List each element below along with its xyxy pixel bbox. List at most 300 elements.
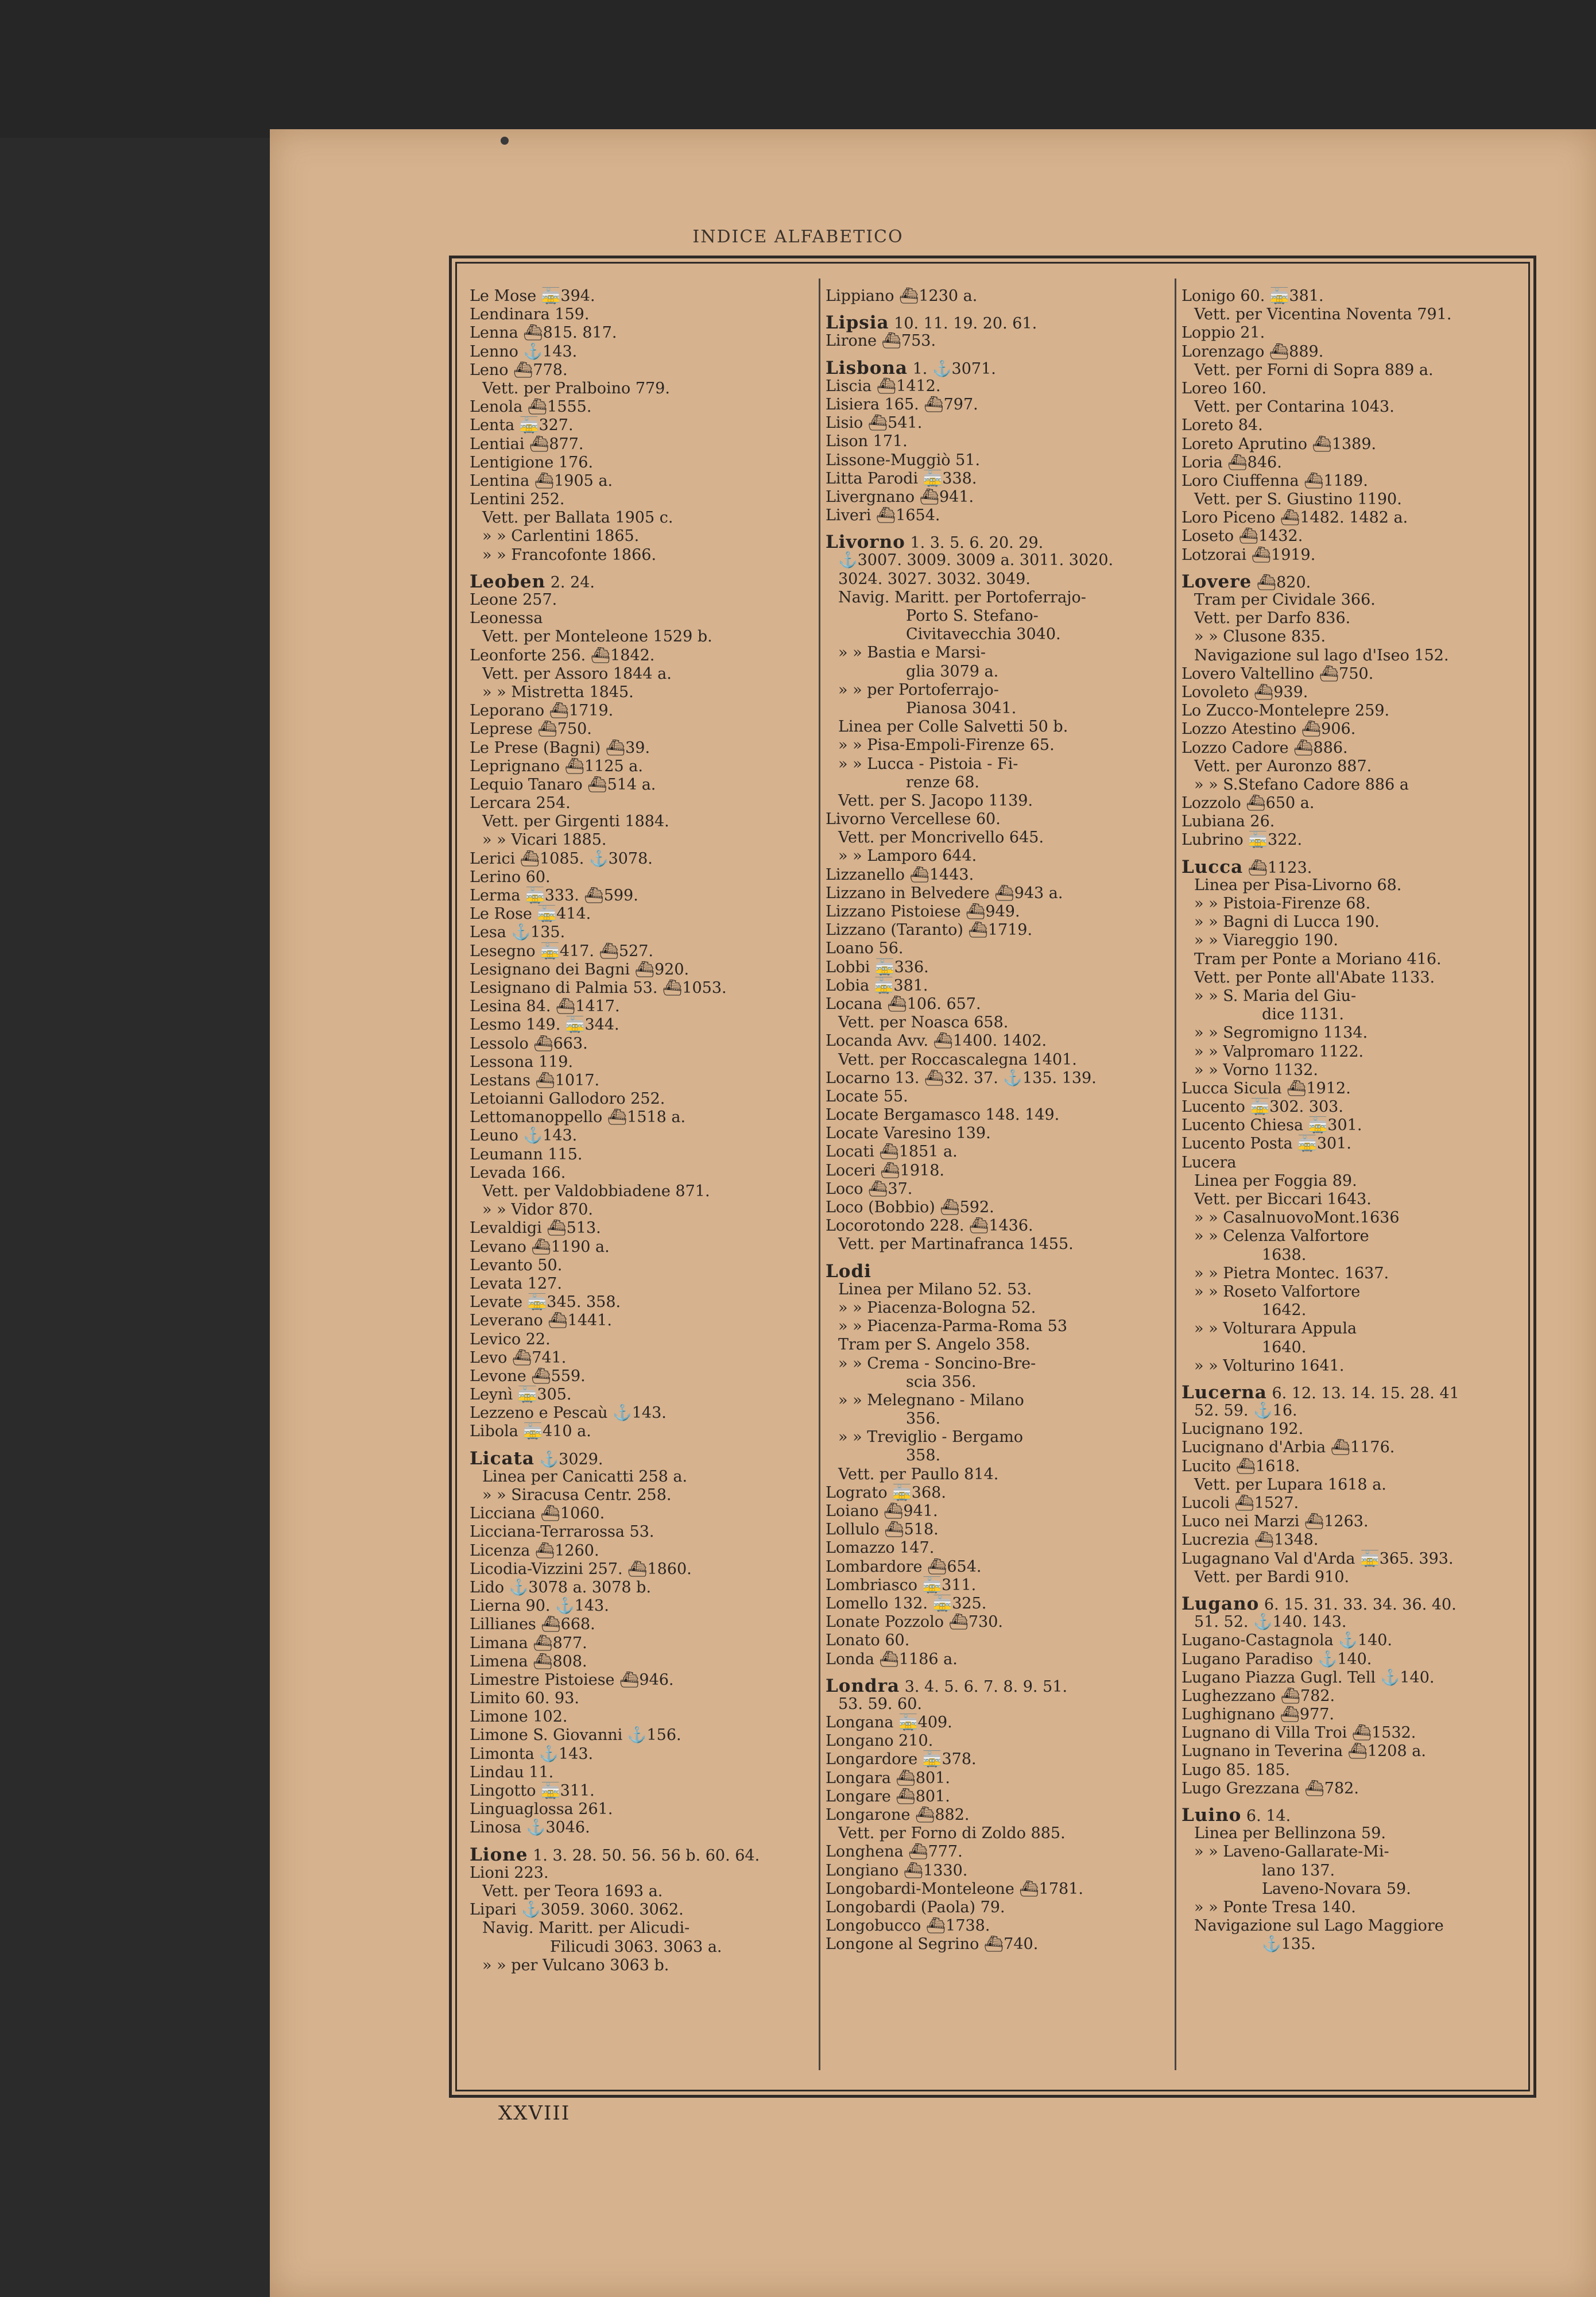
index-entry: Loro Ciuffenna ⛴1189. [1181, 471, 1368, 490]
index-entry: Longiano ⛴1330. [826, 1861, 968, 1880]
index-entry: Locarno 13. ⛴32. 37. ⚓135. 139. [826, 1069, 1097, 1087]
index-entry: Vett. per Assoro 1844 a. [482, 664, 672, 683]
index-heading-entry [470, 1449, 808, 1468]
index-entry: Lograto 🚋368. [826, 1483, 946, 1502]
index-heading-name: Licata [470, 1448, 534, 1469]
index-entry: Lesa ⚓135. [470, 923, 565, 942]
index-entry: » » Clusone 835. [1194, 628, 1326, 646]
index-entry: renze 68. [906, 773, 979, 791]
index-entry: » » Volturara Appula [1194, 1320, 1357, 1338]
index-entry: glia 3079 a. [906, 662, 999, 680]
index-entry: Lesmo 149. 🚋344. [470, 1016, 619, 1034]
index-entry: Levada 166. [470, 1163, 566, 1182]
index-entry: » » Valpromaro 1122. [1194, 1042, 1364, 1061]
index-entry: Vett. per S. Giustino 1190. [1194, 490, 1402, 509]
index-entry: Locorotondo 228. ⛴1436. [826, 1217, 1033, 1235]
index-entry: Loreto 84. [1181, 416, 1263, 435]
index-entry: Lingotto 🚋311. [470, 1782, 595, 1800]
index-entry: Loco ⛴37. [826, 1180, 913, 1198]
index-entry: Locana ⛴106. 657. [826, 995, 981, 1013]
index-entry: Lentiai ⛴877. [470, 435, 584, 453]
index-entry: Lonate Pozzolo ⛴730. [826, 1613, 1003, 1631]
index-entry: Lirone ⛴753. [826, 332, 936, 350]
index-entry: Lo Zucco-Montelepre 259. [1181, 702, 1390, 720]
index-entry: Loseto ⛴1432. [1181, 527, 1303, 546]
index-heading-name: Lucca [1181, 856, 1244, 877]
index-entry: Filicudi 3063. 3063 a. [550, 1938, 722, 1956]
index-entry: Navigazione sul Lago Maggiore [1194, 1917, 1444, 1935]
index-entry: » » S. Maria del Giu- [1194, 987, 1357, 1005]
index-entry: Longardore 🚋378. [826, 1750, 977, 1769]
index-heading-name: Lione [470, 1844, 528, 1865]
index-entry: Lucoli ⛴1527. [1181, 1494, 1299, 1512]
index-entry: Locanda Avv. ⛴1400. 1402. [826, 1032, 1047, 1050]
index-entry: Lobia 🚋381. [826, 976, 928, 995]
index-entry: Lizzano Pistoiese ⛴949. [826, 903, 1020, 921]
index-entry: Vett. per Martinafranca 1455. [838, 1235, 1074, 1254]
index-entry: scia 356. [906, 1372, 977, 1391]
index-entry: Licciana ⛴1060. [470, 1505, 605, 1523]
index-entry: Limestre Pistoiese ⛴946. [470, 1670, 674, 1689]
index-entry: Levata 127. [470, 1274, 562, 1293]
index-entry: Licodia-Vizzini 257. ⛴1860. [470, 1560, 692, 1578]
index-entry: Vett. per Forni di Sopra 889 a. [1194, 361, 1434, 379]
scan-background [0, 0, 1596, 138]
index-entry: Lucrezia ⛴1348. [1181, 1531, 1319, 1549]
index-entry: Livorno Vercellese 60. [826, 810, 1001, 829]
index-entry: Longarone ⛴882. [826, 1806, 970, 1824]
index-entry: Lugano Paradiso ⚓140. [1181, 1650, 1372, 1668]
index-entry: Linguaglossa 261. [470, 1800, 613, 1819]
page-header: INDICE ALFABETICO [692, 227, 904, 247]
index-heading-name: Lipsia [826, 312, 889, 334]
index-entry: Lucento Posta 🚋301. [1181, 1135, 1351, 1153]
index-entry: Locate Bergamasco 148. 149. [826, 1106, 1060, 1124]
index-entry: Laveno-Novara 59. [1262, 1880, 1411, 1898]
index-entry: Lerma 🚋333. ⛴599. [470, 887, 638, 904]
index-entry: Tram per Cividale 366. [1194, 591, 1376, 609]
index-heading-name: Lisbona [826, 357, 908, 378]
index-entry: » » Bagni di Lucca 190. [1194, 913, 1380, 931]
index-entry: Leumann 115. [470, 1145, 583, 1163]
index-entry: Luco nei Marzi ⛴1263. [1181, 1513, 1369, 1531]
index-entry: » » Melegnano - Milano [838, 1391, 1024, 1409]
index-entry: » » Treviglio - Bergamo [838, 1428, 1024, 1447]
index-entry: Le Prese (Bagni) ⛴39. [470, 738, 650, 757]
index-entry: Leverano ⛴1441. [470, 1312, 612, 1330]
index-entry: 356. [906, 1410, 941, 1428]
index-entry: Lisiera 165. ⛴797. [826, 395, 978, 413]
index-entry: » » per Vulcano 3063 b. [482, 1956, 669, 1974]
index-entry: Limone 102. [470, 1708, 568, 1726]
column-divider [819, 279, 820, 2070]
index-entry: Lippiano ⛴1230 a. [826, 287, 978, 305]
index-heading-refs: 3. 4. 5. 6. 7. 8. 9. 51. [900, 1677, 1068, 1696]
index-entry: Lozzo Atestino ⛴906. [1181, 720, 1356, 738]
index-entry: Vett. per Paullo 814. [838, 1465, 999, 1483]
index-entry: dice 1131. [1262, 1006, 1344, 1024]
index-heading-refs: 1. 3. 28. 50. 56. 56 b. 60. 64. [528, 1846, 760, 1865]
index-entry: lano 137. [1262, 1861, 1335, 1880]
index-entry: Lollulo ⛴518. [826, 1521, 939, 1539]
index-heading-refs: 6. 14. [1241, 1807, 1291, 1825]
index-entry: Vett. per Vicentina Noventa 791. [1194, 306, 1452, 324]
index-entry: Leuno ⚓143. [470, 1127, 578, 1145]
index-entry: Lillianes ⛴668. [470, 1615, 595, 1634]
index-entry: Vett. per Ballata 1905 c. [482, 509, 673, 527]
index-entry: 1642. [1262, 1301, 1307, 1320]
index-entry: Lerici ⛴1085. ⚓3078. [470, 849, 653, 868]
index-entry: ⚓135. [1262, 1935, 1316, 1954]
index-entry: » » Volturino 1641. [1194, 1356, 1345, 1375]
index-entry: Vett. per Moncrivello 645. [838, 829, 1044, 847]
index-entry: Lessolo ⛴663. [470, 1034, 588, 1053]
index-entry: Lughignano ⛴977. [1181, 1706, 1335, 1724]
index-entry: Loreto Aprutino ⛴1389. [1181, 435, 1377, 453]
index-entry: » » Siracusa Centr. 258. [482, 1486, 672, 1504]
index-entry: » » per Portoferrajo- [838, 680, 999, 699]
index-entry: 1638. [1262, 1246, 1307, 1264]
index-entry: Loreo 160. [1181, 379, 1267, 397]
index-entry: Livergnano ⛴941. [826, 488, 974, 506]
index-heading-name: Lovere [1181, 571, 1252, 592]
index-entry: Lozzo Cadore ⛴886. [1181, 738, 1348, 757]
index-entry: Lozzolo ⛴650 a. [1181, 794, 1315, 813]
index-heading-refs: ⛴820. [1252, 573, 1311, 591]
index-entry: » » Pisa-Empoli-Firenze 65. [838, 736, 1055, 755]
index-entry: Lentini 252. [470, 490, 565, 509]
index-entry: » » Vorno 1132. [1194, 1061, 1318, 1079]
index-heading-entry [1181, 858, 1520, 876]
index-entry: Leynì 🚋305. [470, 1386, 572, 1404]
index-entry: Lucignano 192. [1181, 1420, 1304, 1438]
index-entry: Vett. per Biccari 1643. [1194, 1190, 1372, 1208]
index-entry: Leone 257. [470, 591, 557, 609]
index-entry: Lendinara 159. [470, 306, 590, 324]
index-entry: Linea per Foggia 89. [1194, 1171, 1357, 1190]
index-entry: Licenza ⛴1260. [470, 1541, 599, 1560]
index-entry: Linea per Milano 52. 53. [838, 1280, 1032, 1298]
index-entry: Lonato 60. [826, 1631, 910, 1650]
index-entry: Vett. per S. Jacopo 1139. [838, 791, 1033, 810]
index-entry: Lezzeno e Pescaù ⚓143. [470, 1404, 667, 1422]
index-entry: Tram per S. Angelo 358. [838, 1336, 1031, 1354]
index-entry: Lomello 132. 🚋325. [826, 1594, 987, 1612]
index-entry: » » S.Stefano Cadore 886 a [1194, 775, 1409, 794]
index-entry: Lotzorai ⛴1919. [1181, 546, 1316, 564]
index-entry: Lugo 85. 185. [1181, 1761, 1291, 1779]
index-entry: Longare ⛴801. [826, 1787, 950, 1805]
index-heading-name: Livorno [826, 532, 905, 553]
index-entry: Locati ⛴1851 a. [826, 1143, 958, 1161]
index-entry: 52. 59. ⚓16. [1194, 1402, 1297, 1420]
index-entry: Loro Piceno ⛴1482. 1482 a. [1181, 509, 1408, 527]
index-entry: Vett. per Noasca 658. [838, 1014, 1009, 1032]
index-entry: Litta Parodi 🚋338. [826, 469, 977, 488]
index-entry: Lombardore ⛴654. [826, 1557, 982, 1576]
index-entry: Liveri ⛴1654. [826, 506, 940, 525]
index-entry: Lenna ⛴815. 817. [470, 324, 617, 342]
index-entry: Leno ⛴778. [470, 361, 568, 379]
index-entry: Lughezzano ⛴782. [1181, 1687, 1335, 1705]
index-entry: Lugano Piazza Gugl. Tell ⚓140. [1181, 1668, 1435, 1687]
index-column-1 [470, 287, 808, 1975]
index-entry: » » Laveno-Gallarate-Mi- [1194, 1843, 1389, 1861]
index-entry: Lipari ⚓3059. 3060. 3062. [470, 1901, 684, 1919]
index-entry: Liscia ⛴1412. [826, 377, 941, 395]
index-heading-entry [1181, 1383, 1520, 1402]
index-entry: Lesignano dei Bagni ⛴920. [470, 960, 689, 979]
index-column-3 [1181, 287, 1520, 1954]
column-divider [1175, 279, 1176, 2070]
index-entry: » » Ponte Tresa 140. [1194, 1898, 1356, 1916]
index-entry: Lugagnano Val d'Arda 🚋365. 393. [1181, 1549, 1454, 1568]
index-entry: Leporano ⛴1719. [470, 702, 614, 720]
index-heading-name: Luino [1181, 1805, 1242, 1826]
index-entry: Limone S. Giovanni ⚓156. [470, 1726, 681, 1745]
index-entry: Vett. per Ponte all'Abate 1133. [1194, 968, 1435, 987]
index-entry: Navig. Maritt. per Alicudi- [482, 1919, 690, 1938]
index-entry: Lenno ⚓143. [470, 342, 578, 361]
index-entry: Limonta ⚓143. [470, 1745, 594, 1763]
index-heading-refs: 10. 11. 19. 20. 61. [889, 315, 1037, 333]
index-entry: Linea per Bellinzona 59. [1194, 1824, 1386, 1843]
index-entry: Lesegno 🚋417. ⛴527. [470, 942, 653, 960]
index-entry: ⚓3007. 3009. 3009 a. 3011. 3020. [838, 551, 1114, 570]
index-entry: Loria ⛴846. [1181, 453, 1282, 471]
index-entry: Vett. per Lupara 1618 a. [1194, 1475, 1386, 1494]
index-entry: Tram per Ponte a Moriano 416. [1194, 950, 1442, 968]
index-entry: Lioni 223. [470, 1863, 549, 1882]
index-entry: 1640. [1262, 1338, 1307, 1356]
index-entry: Lubrino 🚋322. [1181, 831, 1303, 849]
index-entry: » » Pistoia-Firenze 68. [1194, 895, 1371, 912]
index-heading-name: Leoben [470, 571, 546, 592]
index-heading-entry [1181, 1806, 1520, 1824]
index-entry: » » Celenza Valfortore [1194, 1227, 1369, 1246]
index-heading-entry [1181, 573, 1520, 591]
index-entry: Loceri ⛴1918. [826, 1161, 944, 1180]
index-entry: » » Piacenza-Bologna 52. [838, 1298, 1036, 1317]
index-heading-refs: 1. ⚓3071. [908, 359, 996, 378]
index-entry: Lomazzo 147. [826, 1539, 935, 1557]
index-entry: Lubiana 26. [1181, 813, 1275, 831]
index-entry: » » Francofonte 1866. [482, 546, 657, 564]
index-entry: Levone ⛴559. [470, 1367, 586, 1385]
index-heading-refs: ⚓3029. [534, 1450, 603, 1468]
index-heading-name: Lucerna [1181, 1382, 1267, 1403]
index-entry: » » Vicari 1885. [482, 831, 607, 849]
index-entry: Lucignano d'Arbia ⛴1176. [1181, 1438, 1395, 1457]
index-entry: Lonigo 60. 🚋381. [1181, 287, 1324, 305]
index-entry: Lorenzago ⛴889. [1181, 342, 1324, 361]
index-entry: Lizzanello ⛴1443. [826, 865, 974, 884]
index-entry: Civitavecchia 3040. [906, 625, 1061, 644]
index-entry: Lovoleto ⛴939. [1181, 683, 1308, 701]
index-entry: Lesignano di Palmia 53. ⛴1053. [470, 979, 727, 997]
index-entry: Vett. per Roccascalegna 1401. [838, 1050, 1077, 1069]
index-entry: Porto S. Stefano- [906, 607, 1039, 625]
index-entry: Levico 22. [470, 1330, 551, 1348]
index-entry: Vett. per Valdobbiadene 871. [482, 1182, 710, 1200]
index-heading-refs: 2. 24. [545, 573, 595, 591]
index-entry: » » Viareggio 190. [1194, 931, 1339, 950]
index-entry: Vett. per Pralboino 779. [482, 379, 670, 397]
index-heading-entry [826, 1677, 1164, 1695]
index-entry: Limito 60. 93. [470, 1689, 579, 1708]
index-entry: Lettomanoppello ⛴1518 a. [470, 1108, 686, 1127]
index-heading-entry [470, 1846, 808, 1864]
index-entry: Leprignano ⛴1125 a. [470, 757, 643, 775]
index-entry: Locate 55. [826, 1087, 908, 1105]
index-heading-entry [826, 314, 1164, 332]
index-entry: Pianosa 3041. [906, 699, 1017, 717]
index-entry: » » Lamporo 644. [838, 847, 977, 865]
index-entry: Le Rose 🚋414. [470, 905, 591, 923]
index-entry: Linosa ⚓3046. [470, 1819, 590, 1837]
index-entry: Lugnano in Teverina ⛴1208 a. [1181, 1742, 1426, 1761]
index-entry: Lissone-Muggiò 51. [826, 451, 981, 469]
index-entry: Lestans ⛴1017. [470, 1071, 600, 1089]
index-entry: Longara ⛴801. [826, 1769, 950, 1787]
index-entry: Lugano-Castagnola ⚓140. [1181, 1631, 1393, 1650]
page-number: XXVIII [498, 2102, 571, 2125]
index-entry: Navigazione sul lago d'Iseo 152. [1194, 646, 1449, 664]
index-entry: Limena ⛴808. [470, 1652, 587, 1670]
index-entry: Lerino 60. [470, 868, 551, 886]
index-entry: 358. [906, 1447, 941, 1465]
index-heading-entry [470, 573, 808, 591]
index-heading-name: Londra [826, 1675, 900, 1696]
index-entry: Vett. per Teora 1693 a. [482, 1882, 663, 1900]
index-entry: » » Segromigno 1134. [1194, 1024, 1368, 1042]
index-entry: Lucito ⛴1618. [1181, 1457, 1300, 1475]
index-entry: Lugnano di Villa Troi ⛴1532. [1181, 1724, 1416, 1742]
index-entry: Leprese ⛴750. [470, 720, 592, 738]
index-entry: Lison 171. [826, 432, 908, 451]
index-entry: » » Pietra Montec. 1637. [1194, 1264, 1389, 1282]
index-entry: Limana ⛴877. [470, 1634, 587, 1652]
index-entry: Leonessa [470, 609, 543, 628]
index-heading-name: Lugano [1181, 1593, 1260, 1614]
index-entry: Longone al Segrino ⛴740. [826, 1935, 1039, 1954]
index-entry: Vett. per Bardi 910. [1194, 1568, 1350, 1586]
index-entry: Vett. per Monteleone 1529 b. [482, 628, 712, 646]
index-entry: Levano ⛴1190 a. [470, 1238, 610, 1256]
index-entry: Lenta 🚋327. [470, 416, 574, 435]
index-entry: » » Piacenza-Parma-Roma 53 [838, 1317, 1068, 1336]
index-entry: » » Bastia e Marsi- [838, 644, 986, 662]
index-entry: Linea per Canicatti 258 a. [482, 1467, 688, 1486]
index-entry: Loano 56. [826, 939, 904, 958]
index-entry: 3024. 3027. 3032. 3049. [838, 570, 1031, 588]
index-entry: Lobbi 🚋336. [826, 958, 929, 976]
index-entry: Letoianni Gallodoro 252. [470, 1090, 665, 1108]
index-entry: Longhena ⛴777. [826, 1843, 963, 1861]
index-entry: » » Roseto Valfortore [1194, 1282, 1361, 1301]
index-entry: Lequio Tanaro ⛴514 a. [470, 775, 656, 794]
index-entry: Levanto 50. [470, 1256, 563, 1274]
index-entry: Lierna 90. ⚓143. [470, 1597, 609, 1615]
index-entry: Longobardi-Monteleone ⛴1781. [826, 1880, 1083, 1898]
index-entry: 51. 52. ⚓140. 143. [1194, 1613, 1347, 1631]
index-entry: Longano 210. [826, 1732, 933, 1750]
index-entry: » » Carlentini 1865. [482, 527, 640, 546]
index-entry: Lucera [1181, 1153, 1237, 1171]
index-column-2 [826, 287, 1164, 1954]
index-entry: Lucca Sicula ⛴1912. [1181, 1079, 1351, 1097]
index-entry: Lesina 84. ⛴1417. [470, 997, 620, 1016]
index-entry: » » Lucca - Pistoia - Fi- [838, 755, 1018, 773]
ink-dot [501, 137, 509, 145]
index-entry: Lido ⚓3078 a. 3078 b. [470, 1578, 652, 1596]
index-entry: Loiano ⛴941. [826, 1502, 938, 1520]
index-entry: Loco (Bobbio) ⛴592. [826, 1198, 994, 1216]
index-entry: Lucento 🚋302. 303. [1181, 1098, 1343, 1116]
index-entry: Longobardi (Paola) 79. [826, 1898, 1005, 1916]
index-heading-entry [826, 1262, 1164, 1281]
index-entry: Leonforte 256. ⛴1842. [470, 646, 655, 664]
index-heading-refs: 6. 15. 31. 33. 34. 36. 40. [1259, 1595, 1456, 1614]
index-heading-entry [826, 359, 1164, 377]
index-entry: Lombriasco 🚋311. [826, 1576, 977, 1594]
index-entry: » » Mistretta 1845. [482, 683, 634, 701]
index-entry: Locate Varesino 139. [826, 1124, 991, 1143]
index-entry: Linea per Colle Salvetti 50 b. [838, 718, 1068, 736]
index-heading-refs: ⛴1123. [1243, 859, 1312, 877]
index-entry: Licciana-Terrarossa 53. [470, 1523, 654, 1541]
index-entry: Le Mose 🚋394. [470, 287, 595, 305]
index-entry: Lenola ⛴1555. [470, 398, 592, 416]
index-entry: Lucento Chiesa 🚋301. [1181, 1116, 1362, 1135]
index-entry: » » Vidor 870. [482, 1201, 594, 1219]
index-entry: Vett. per Auronzo 887. [1194, 757, 1372, 775]
index-entry: 53. 59. 60. [838, 1695, 922, 1713]
index-entry: Libola 🚋410 a. [470, 1422, 591, 1441]
index-entry: Lentigione 176. [470, 453, 594, 471]
index-entry: Vett. per Darfo 836. [1194, 609, 1351, 628]
index-entry: Londa ⛴1186 a. [826, 1650, 958, 1668]
index-entry: Longana 🚋409. [826, 1714, 952, 1732]
index-entry: Lindau 11. [470, 1763, 554, 1781]
index-heading-refs: 6. 12. 13. 14. 15. 28. 41 [1266, 1384, 1459, 1402]
index-entry: Vett. per Forno di Zoldo 885. [838, 1824, 1066, 1843]
index-heading-refs: 1. 3. 5. 6. 20. 29. [905, 534, 1044, 552]
index-entry: Longobucco ⛴1738. [826, 1917, 990, 1935]
index-entry: Lugo Grezzana ⛴782. [1181, 1779, 1359, 1797]
index-entry: Levate 🚋345. 358. [470, 1293, 621, 1312]
index-entry: Vett. per Contarina 1043. [1194, 398, 1394, 416]
index-entry: Linea per Pisa-Livorno 68. [1194, 876, 1402, 894]
index-entry: Lentina ⛴1905 a. [470, 471, 613, 490]
index-entry: Navig. Maritt. per Portoferrajo- [838, 588, 1086, 606]
index-entry: » » CasalnuovoMont.1636 [1194, 1209, 1400, 1227]
index-heading-entry [1181, 1595, 1520, 1613]
index-entry: Lovero Valtellino ⛴750. [1181, 664, 1374, 683]
index-entry: Lisio ⛴541. [826, 414, 923, 432]
index-entry: Lessona 119. [470, 1053, 574, 1071]
index-entry: Levaldigi ⛴513. [470, 1219, 601, 1238]
index-entry: Lizzano (Taranto) ⛴1719. [826, 921, 1033, 939]
index-entry: Loppio 21. [1181, 324, 1265, 342]
index-entry: Lizzano in Belvedere ⛴943 a. [826, 884, 1063, 902]
index-entry: Lercara 254. [470, 794, 571, 813]
index-heading-name: Lodi [826, 1260, 871, 1282]
index-heading-entry [826, 533, 1164, 551]
index-entry: Vett. per Girgenti 1884. [482, 813, 669, 831]
index-entry: » » Crema - Soncino-Bre- [838, 1354, 1036, 1372]
index-entry: Levo ⛴741. [470, 1348, 567, 1367]
